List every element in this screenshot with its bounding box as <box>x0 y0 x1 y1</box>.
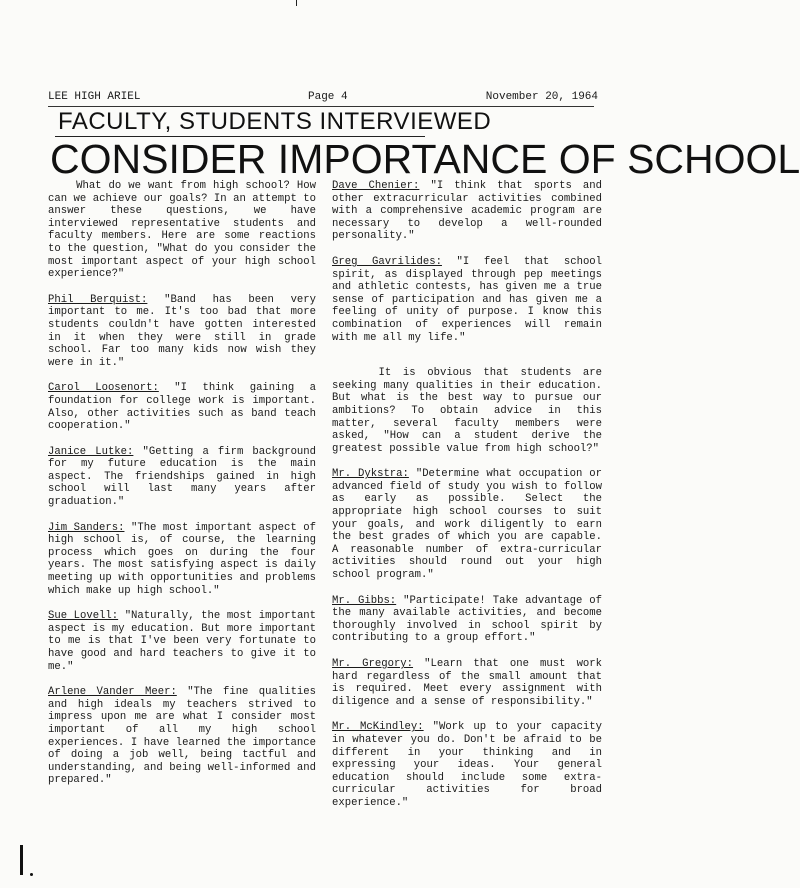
header-rule <box>48 106 594 107</box>
faculty-response <box>332 595 602 645</box>
scan-dot <box>30 873 33 876</box>
speaker-name: Jim Sanders: <box>48 521 125 534</box>
headline-main: CONSIDER IMPORTANCE OF SCHOOL <box>50 136 800 182</box>
response-paragraph <box>48 610 316 673</box>
response-text: "Participate! Take advantage of the many available activities, and become thoroughly involved in school spirit by contributing to a group effort." <box>332 594 603 645</box>
response-text: "Determine what occupation or advanced field of study you wish to follow as early as possible. Select the appropriate high school courses to suit your goals, and work diligently to earn the best grades of which you are capable. A reasonable number of extra-curricular activities should round out your high school program." <box>332 468 602 582</box>
speaker-name: Greg Gavrilides: <box>332 255 442 268</box>
speaker-name: Mr. Dykstra: <box>332 468 409 481</box>
response-text: "Band has been very important to me. It's too bad that more students couldn't have gotten interested in it when they were still in grade school. Far too many kids now wish they were in it." <box>48 293 316 369</box>
speaker-name: Arlene Vander Meer: <box>48 686 177 699</box>
response-text: "Work up to your capacity in whatever you do. Don't be afraid to be different in your thinking and in expressing your ideas. Your general education should include some extra-curricular activities for broad experience." <box>332 721 602 809</box>
faculty-response <box>332 468 602 581</box>
intro-paragraph <box>48 180 316 281</box>
response-text: "The most important aspect of high school is, of course, the learning process which goes on during the four years. The most satisfying aspect is daily meeting up with opportunities and problems which make up high school." <box>48 521 316 597</box>
binding-mark <box>20 845 23 875</box>
response-text: "The fine qualities and high ideals my teachers strived to impress upon me are what I consider most important of all my high school experiences. I have learned the importance of doing a job well, being tactful and understanding, and being well-informed and prepared." <box>48 686 316 787</box>
speaker-name: Dave Chenier: <box>332 180 420 192</box>
faculty-response <box>332 658 602 708</box>
right-column <box>332 180 602 823</box>
section-gap <box>332 357 602 367</box>
headline-kicker: FACULTY, STUDENTS INTERVIEWED <box>58 108 492 135</box>
response-paragraph <box>48 382 316 432</box>
intro-text: What do we want from high school? How can we achieve our goals? In an attempt to answer these questions, we have interviewed representative students and faculty members. Here are some reactions to the question, "What do you consider the most important aspect of your high school experience?" <box>48 180 316 281</box>
response-paragraph <box>48 446 316 509</box>
speaker-name: Sue Lovell: <box>48 610 119 623</box>
response-paragraph <box>332 256 602 344</box>
response-paragraph <box>48 294 316 370</box>
paper-name: LEE HIGH ARIEL <box>48 91 141 103</box>
response-paragraph <box>332 180 602 243</box>
response-text: "I think that sports and other extracurricular activities combined with a comprehensive academic program are necessary to develop a well-rounded personality." <box>332 180 602 243</box>
speaker-name: Janice Lutke: <box>48 445 134 458</box>
speaker-name: Mr. McKindley: <box>332 721 424 734</box>
speaker-name: Mr. Gibbs: <box>332 594 397 607</box>
response-paragraph <box>48 686 316 787</box>
response-paragraph <box>48 522 316 598</box>
response-text: "I feel that school spirit, as displayed through pep meetings and athletic contests, has given me a true sense of participation and has given me a feeling of unity of purpose. I know this combination of experiences will remain with me all my life." <box>332 255 603 344</box>
faculty-response <box>332 721 602 809</box>
response-text: "Learn that one must work hard regardless of the small amount that is required. Meet every assignment with diligence and a sense of responsibility." <box>332 658 602 708</box>
left-column <box>48 180 316 800</box>
transition-text: It is obvious that students are seeking many qualities in their education. But what is the best way to pursue our ambitions? To obtain advice in this matter, several faculty members were asked, "How can a student derive the greatest possible value from high school?" <box>332 367 603 455</box>
response-text: "Naturally, the most important aspect is my education. But more important to me is that I've been very fortunate to have good and hard teachers to give it to me." <box>48 610 317 673</box>
page-header <box>48 91 598 107</box>
speaker-name: Mr. Gregory: <box>332 658 414 670</box>
issue-date: November 20, 1964 <box>485 91 598 103</box>
speaker-name: Phil Berquist: <box>48 293 148 306</box>
response-text: "I think gaining a foundation for college work is important. Also, other activities such as band teach cooperation." <box>48 382 317 433</box>
response-text: "Getting a firm background for my future education is the main aspect. The friendships gained in high school will last many years after graduation." <box>48 445 317 509</box>
speaker-name: Carol Loosenort: <box>48 382 159 395</box>
page-number: Page 4 <box>308 91 348 103</box>
scan-mark <box>296 0 297 6</box>
transition-paragraph <box>332 367 602 455</box>
